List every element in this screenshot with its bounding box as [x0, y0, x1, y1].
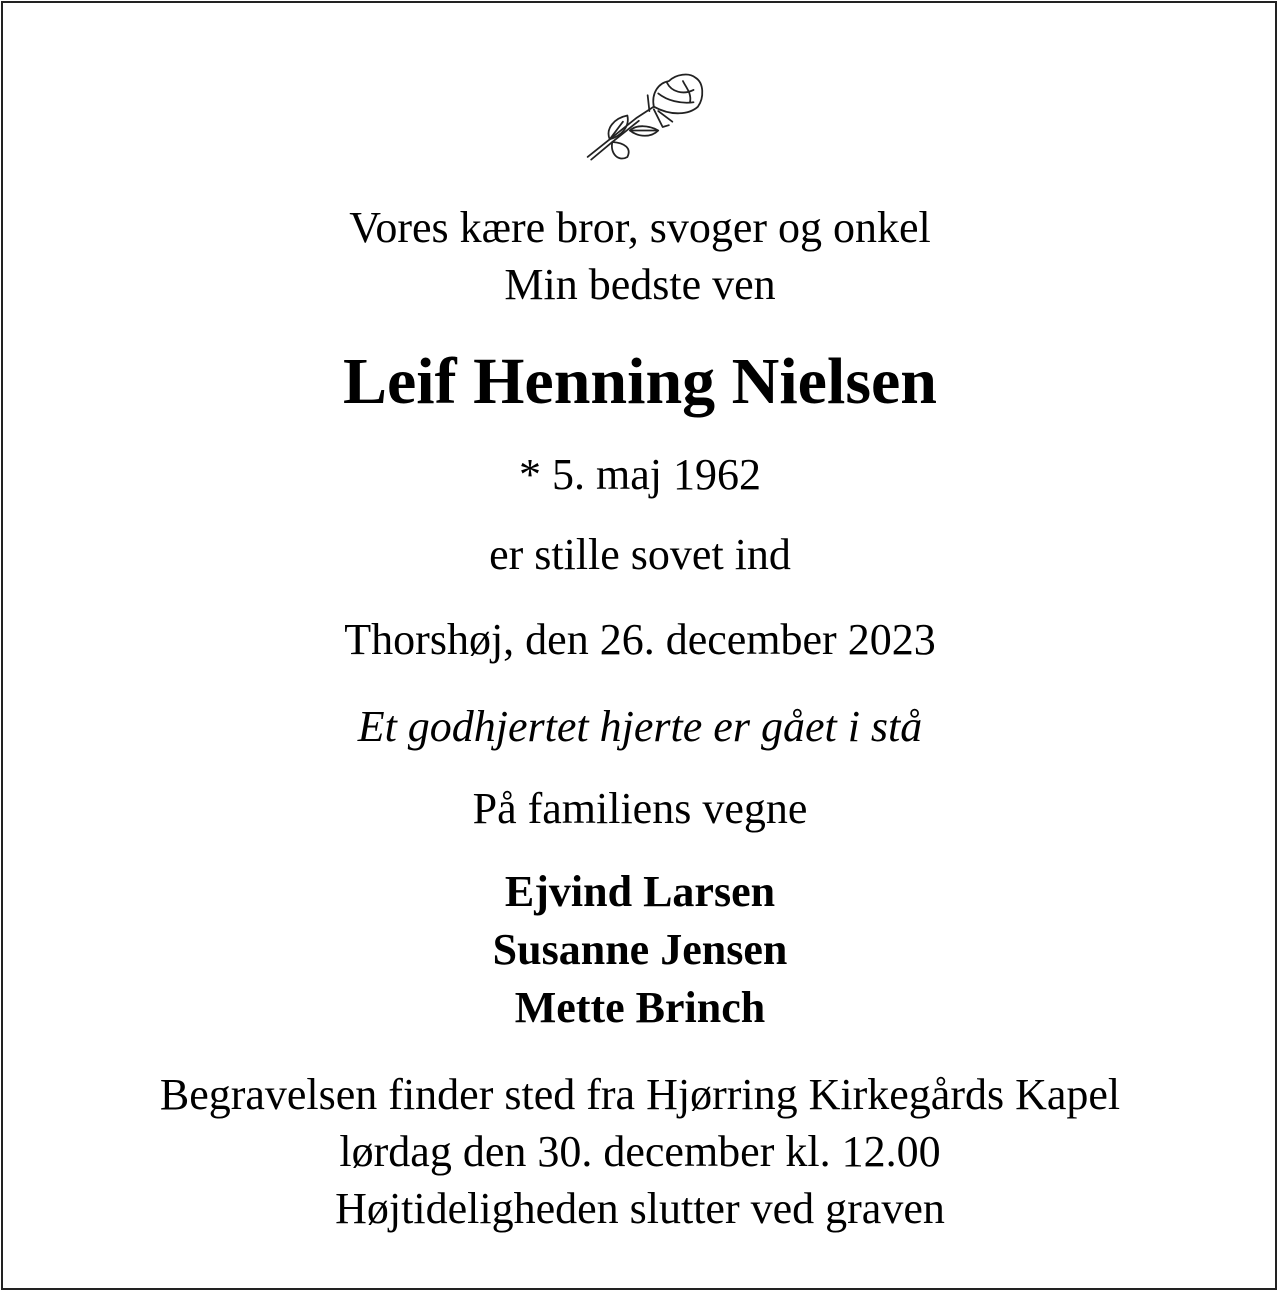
signer: Mette Brinch: [514, 983, 766, 1032]
birth-date: * 5. maj 1962: [519, 450, 761, 499]
signer: Ejvind Larsen: [504, 867, 776, 916]
intro-line-2: Min bedste ven: [504, 260, 776, 309]
funeral-line-2: lørdag den 30. december kl. 12.00: [339, 1127, 941, 1176]
on-behalf-text: På familiens vegne: [472, 784, 808, 833]
funeral-line-3: Højtideligheden slutter ved graven: [335, 1184, 945, 1233]
deceased-name: Leif Henning Nielsen: [342, 345, 938, 418]
funeral-line-1: Begravelsen finder sted fra Hjørring Kirkegårds Kapel: [159, 1070, 1121, 1119]
place-date: Thorshøj, den 26. december 2023: [344, 615, 936, 664]
passed-text: er stille sovet ind: [489, 530, 791, 579]
quote: Et godhjertet hjerte er gået i stå: [357, 702, 923, 751]
rose-icon: [570, 58, 720, 173]
intro-line-1: Vores kære bror, svoger og onkel: [349, 203, 931, 252]
signer: Susanne Jensen: [492, 925, 788, 974]
